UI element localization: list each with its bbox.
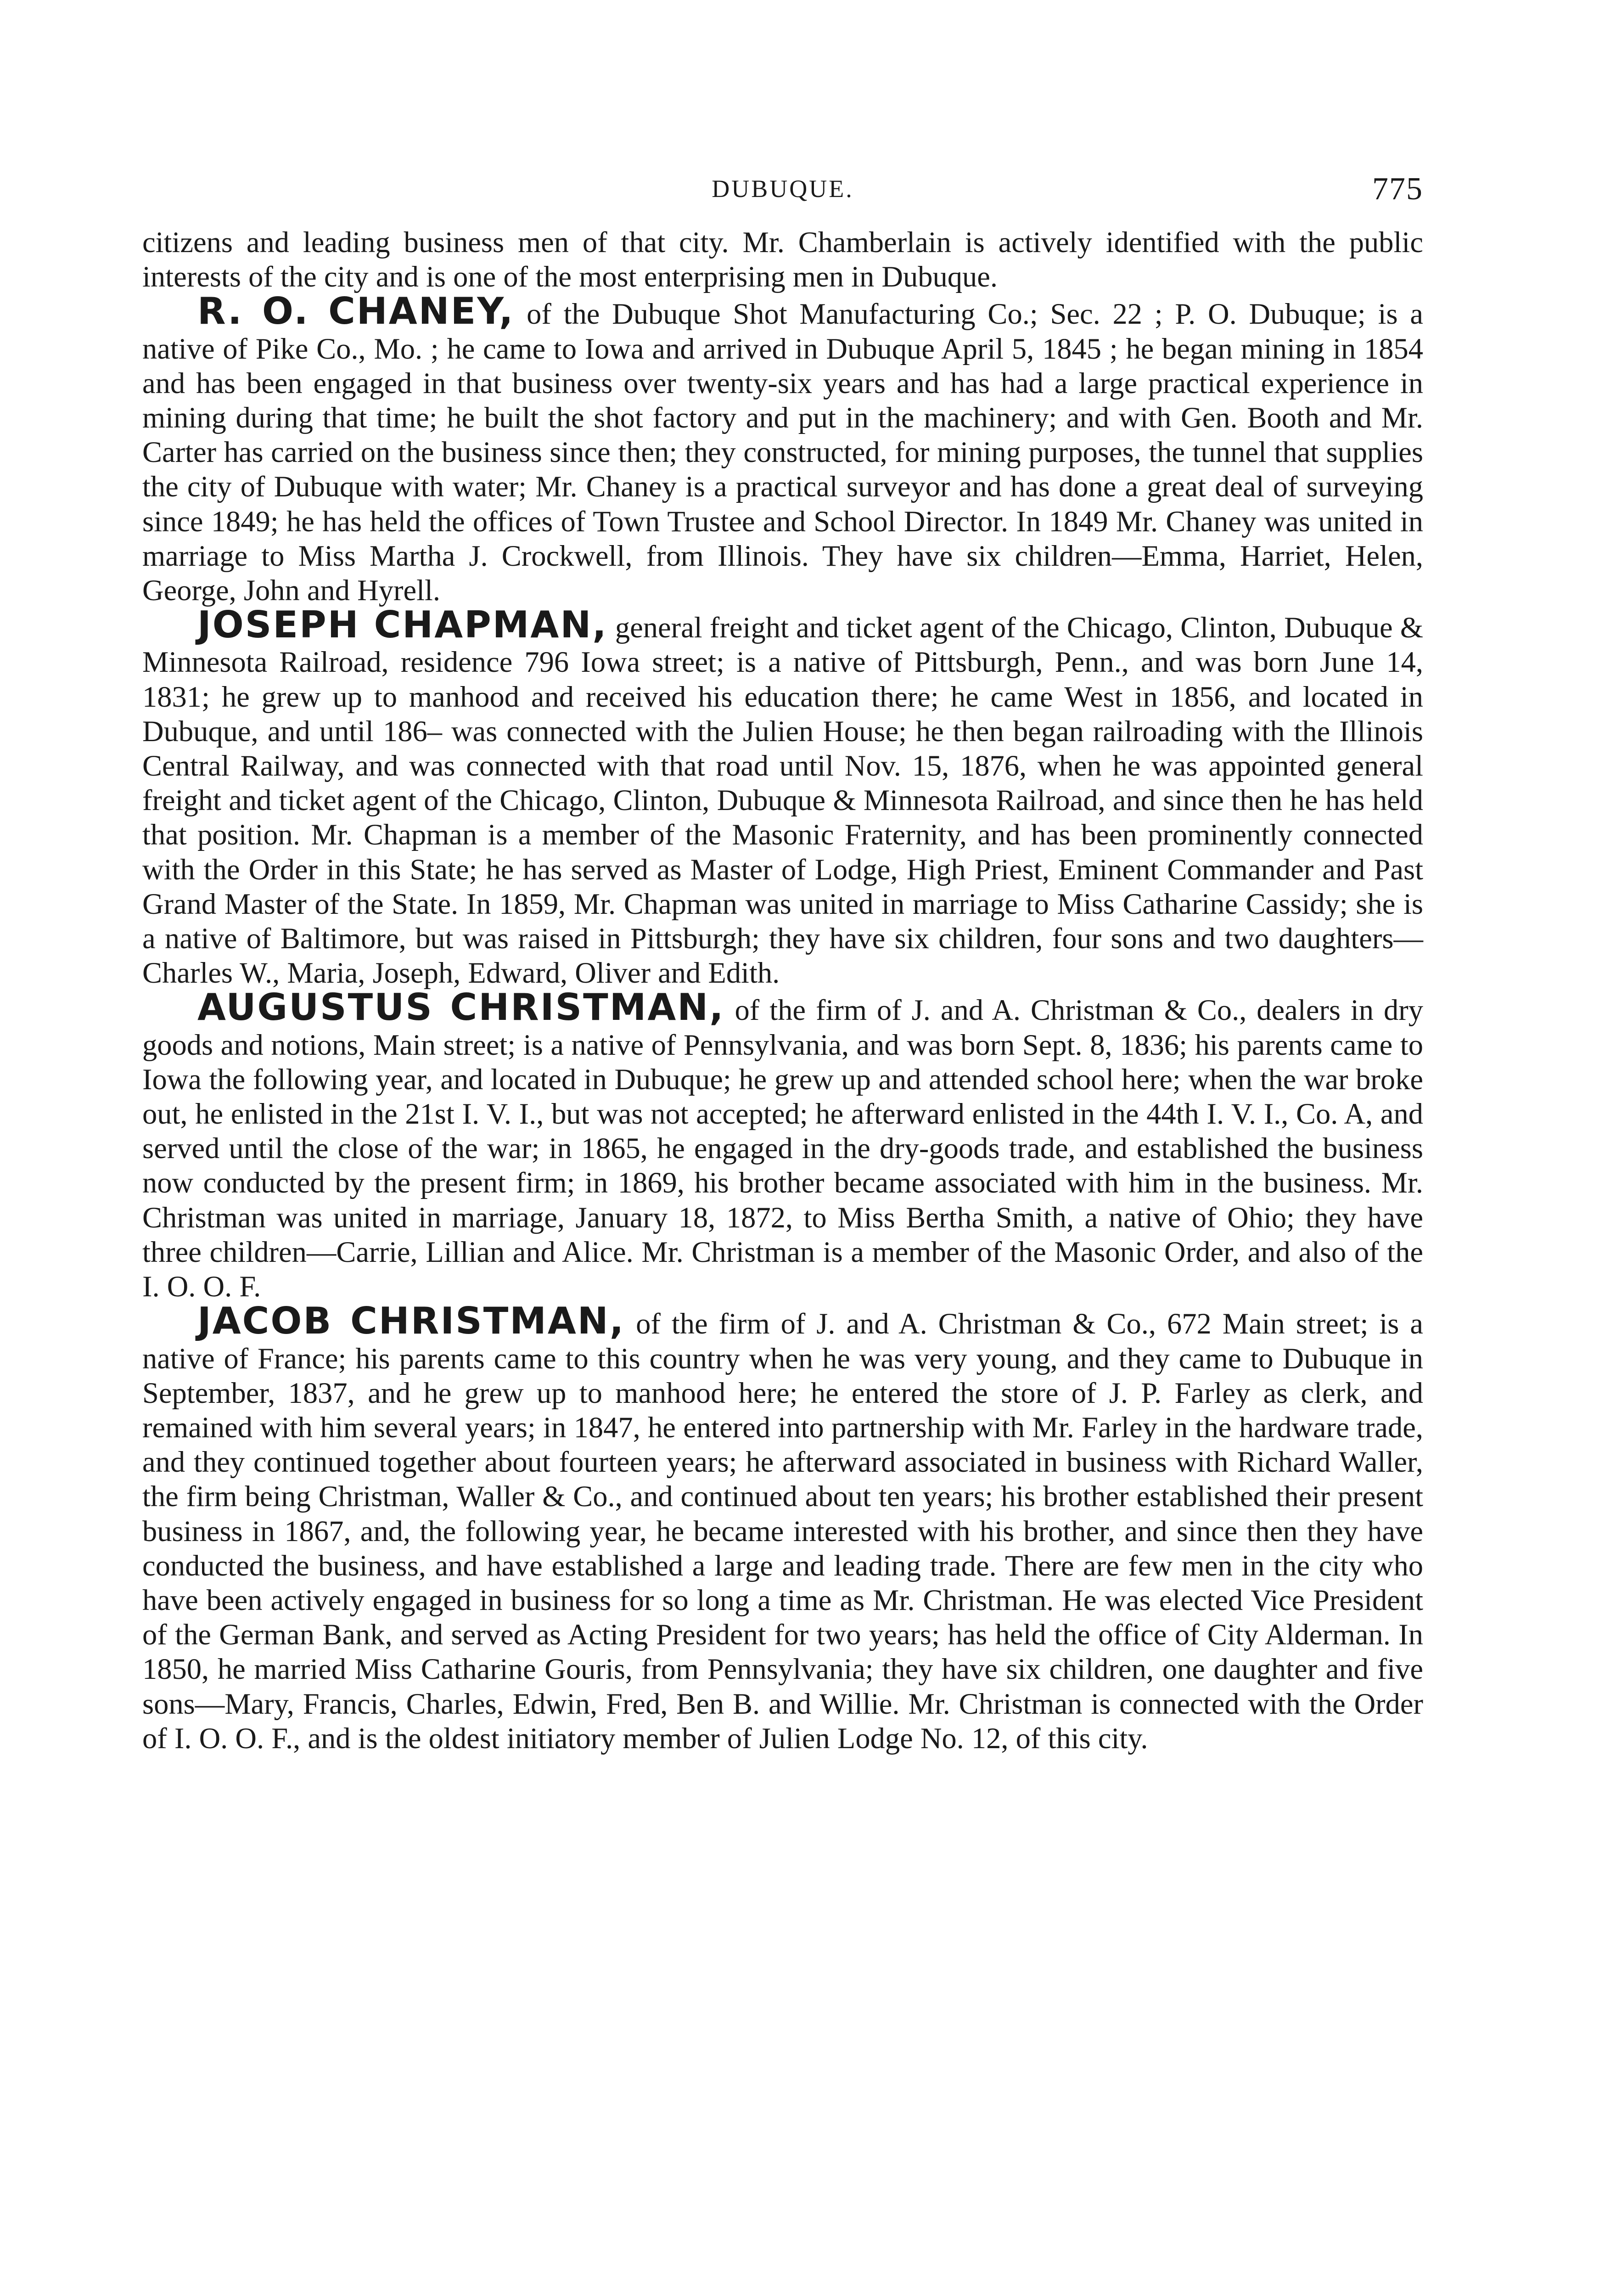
running-header [142,171,1423,225]
book-page [142,171,1424,1756]
biography-entry-chapman [142,603,1423,990]
entry-name: R. O. CHANEY, [197,290,515,333]
continued-paragraph: citizens and leading business men of that city. Mr. Chamberlain is actively identified with the public interests of the city and is one of the most enterprising men in Dubuque. [142,226,1423,293]
entry-name: JACOB CHRISTMAN, [197,1300,625,1343]
biography-entry-chaney [142,290,1424,608]
entry-text: general freight and ticket agent of the Chicago, Clinton, Dubuque & Minnesota Railroad, residence 796 Iowa street; is a native of Pittsburgh, Penn., and was born June 14, 1831; he grew up to manhood and received his education there; he came West in 1856, and located in Dubuque, and until 186– was connected with the Julien House; he then began railroading with the Illinois Central Railway, and was connected with that road until Nov. 15, 1876, when he was appointed general freight and ticket agent of the Chicago, Clinton, Dubuque & Minnesota Railroad, and since then he has held that position. Mr. Chapman is a member of the Masonic Fraternity, and has been prominently connected with the Order in this State; he has served as Master of Lodge, High Priest, Eminent Commander and Past Grand Master of the State. In 1859, Mr. Chapman was united in marriage to Miss Catharine Cassidy; she is a native of Baltimore, but was raised in Pittsburgh; they have six children, four sons and two daughters—Charles W., Maria, Joseph, Edward, Oliver and Edith. [142,611,1423,990]
body-text [142,225,1423,1756]
entry-text: of the firm of J. and A. Christman & Co., 672 Main street; is a native of France; his parents came to this country when he was very young, and they came to Dubuque in September, 1837, and he grew up to manhood here; he entered the store of J. P. Farley as clerk, and remained with him several years; in 1847, he entered into partnership with Mr. Farley in the hardware trade, and they continued together about fourteen years; he afterward associated in business with Richard Waller, the firm being Christman, Waller & Co., and continued about ten years; his brother established their present business in 1867, and, the following year, he became interested with his brother, and since then they have conducted the business, and have established a large and leading trade. There are few men in the city who have been actively engaged in business for so long a time as Mr. Christman. He was elected Vice President of the German Bank, and served as Acting President for two years; has held the office of City Alderman. In 1850, he married Miss Catharine Gouris, from Pennsylvania; they have six children, one daughter and five sons—Mary, Francis, Charles, Edwin, Fred, Ben B. and Willie. Mr. Christman is connected with the Order of I. O. O. F., and is the oldest initiatory member of Julien Lodge No. 12, of this city. [142,1307,1423,1755]
page-number: 775 [1372,171,1423,207]
entry-text: of the firm of J. and A. Christman & Co., dealers in dry goods and notions, Main street; is a native of Pennsylvania, and was born Sept. 8, 1836; his parents came to Iowa the following year, and located in Dubuque; he grew up and attended school here; when the war broke out, he enlisted in the 21st I. V. I., but was not accepted; he afterward enlisted in the 44th I. V. I., Co. A, and served until the close of the war; in 1865, he engaged in the dry-goods trade, and established the business now conducted by the present firm; in 1869, his brother became associated with him in the business. Mr. Christman was united in marriage, January 18, 1872, to Miss Bertha Smith, a native of Ohio; they have three children—Carrie, Lillian and Alice. Mr. Christman is a member of the Masonic Order, and also of the I. O. O. F. [142,994,1423,1303]
entry-text: of the Dubuque Shot Manufacturing Co.; Sec. 22 ; P. O. Dubuque; is a native of Pike Co., Mo. ; he came to Iowa and arrived in Dubuque April 5, 1845 ; he began mining in 1854 and has been engaged in that business over twenty-six years and has had a large practical experience in mining during that time; he built the shot factory and put in the machinery; and with Gen. Booth and Mr. Carter has carried on the business since then; they constructed, for mining purposes, the tunnel that supplies the city of Dubuque with water; Mr. Chaney is a practical surveyor and has done a great deal of surveying since 1849; he has held the offices of Town Trustee and School Director. In 1849 Mr. Chaney was united in marriage to Miss Martha J. Crockwell, from Illinois. They have six children—Emma, Harriet, Helen, George, John and Hyrell. [142,298,1424,607]
biography-entry-jacob-christman [142,1300,1423,1756]
biography-entry-augustus-christman [142,986,1423,1304]
entry-name: JOSEPH CHAPMAN, [197,603,608,647]
running-title: DUBUQUE. [712,175,854,203]
entry-name: AUGUSTUS CHRISTMAN, [197,986,725,1029]
